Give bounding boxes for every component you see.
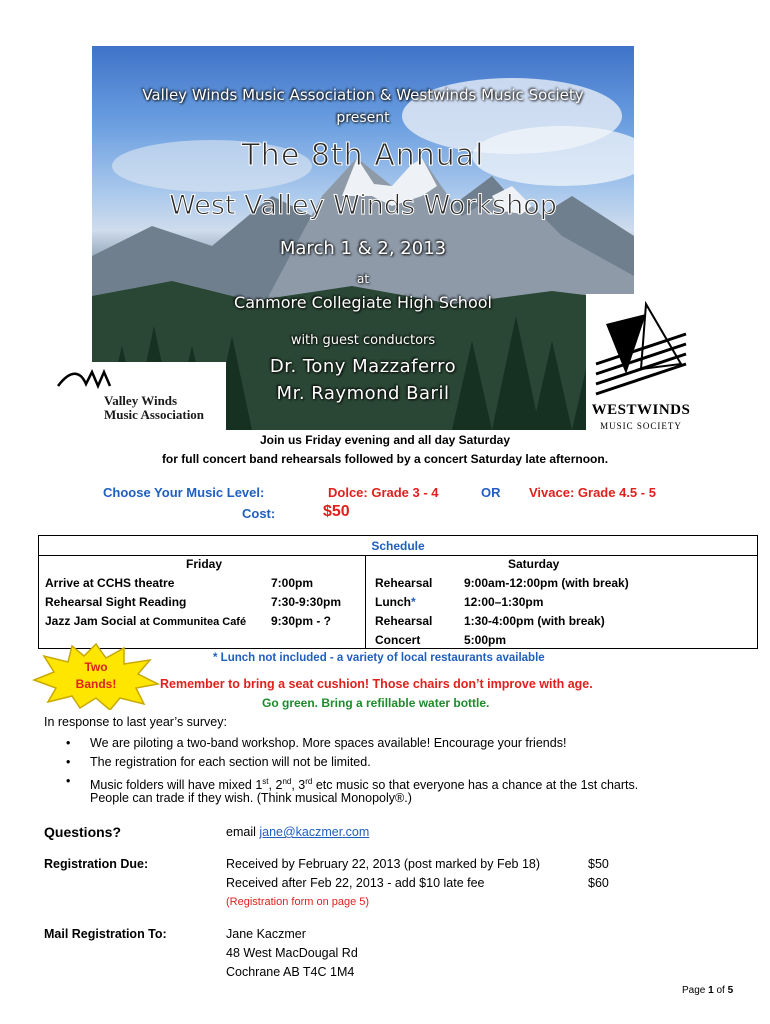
mail-street: 48 West MacDougal Rd bbox=[226, 946, 358, 960]
cushion-reminder: Remember to bring a seat cushion! Those chairs don’t improve with age. bbox=[160, 677, 593, 691]
friday-time-2: 7:30-9:30pm bbox=[271, 595, 342, 609]
valley-winds-logo bbox=[54, 362, 226, 430]
present-text: present bbox=[336, 110, 390, 126]
sailboat-icon bbox=[586, 294, 696, 402]
guest-conductors-label: with guest conductors bbox=[290, 333, 436, 348]
registration-price-1: $50 bbox=[588, 857, 609, 871]
friday-event-3-name: Jazz Jam Social bbox=[45, 614, 137, 628]
westwinds-name: WESTWINDS bbox=[591, 402, 691, 418]
burst-line-2: Bands! bbox=[75, 677, 117, 691]
registration-label: Registration Due: bbox=[44, 857, 149, 871]
westwinds-logo bbox=[586, 294, 696, 442]
conductor-1: Dr. Tony Mazzaferro bbox=[269, 356, 457, 377]
westwinds-sub: MUSIC SOCIETY bbox=[600, 421, 682, 431]
cost-label: Cost: bbox=[242, 506, 276, 521]
survey-bullet-1: • We are piloting a two-band workshop. More spaces available! Encourage your friends! bbox=[66, 734, 638, 753]
questions-contact bbox=[226, 825, 369, 839]
presenting-orgs: Valley Winds Music Association & Westwinds Music Society bbox=[142, 86, 584, 104]
at-text: at bbox=[356, 272, 370, 286]
friday-event-3 bbox=[45, 614, 246, 628]
saturday-header: Saturday bbox=[508, 557, 560, 571]
survey-bullet-2: • The registration for each section will not be limited. bbox=[66, 753, 638, 772]
saturday-event-3: Rehearsal bbox=[375, 614, 433, 628]
email-link[interactable]: jane@kaczmer.com bbox=[259, 825, 370, 839]
friday-time-1: 7:00pm bbox=[271, 576, 314, 590]
survey-bullet-3-continued: People can trade if they wish. (Think musical Monopoly®.) bbox=[90, 791, 412, 805]
survey-bullet-3: • Music folders will have mixed 1st, 2nd, 3rd etc music so that everyone has a chance at the 1st charts. bbox=[66, 772, 638, 795]
schedule-title: Schedule bbox=[371, 539, 425, 553]
mail-label: Mail Registration To: bbox=[44, 927, 167, 941]
or-text: OR bbox=[481, 485, 501, 500]
two-bands-burst bbox=[32, 642, 160, 710]
saturday-time-2: 12:00–1:30pm bbox=[464, 595, 544, 609]
valley-winds-line2: Music Association bbox=[104, 407, 205, 422]
saturday-time-4: 5:00pm bbox=[464, 633, 507, 647]
email-prefix: email bbox=[226, 825, 260, 839]
venue-name: Canmore Collegiate High School bbox=[234, 293, 492, 312]
starburst-shape bbox=[32, 642, 160, 710]
intro-line-2: for full concert band rehearsals followed by a concert Saturday late afternoon. bbox=[161, 452, 609, 466]
choose-level-label: Choose Your Music Level: bbox=[103, 485, 265, 500]
registration-price-2: $60 bbox=[588, 876, 609, 890]
registration-form-note: (Registration form on page 5) bbox=[226, 896, 370, 908]
mail-city: Cochrane AB T4C 1M4 bbox=[226, 965, 355, 979]
workshop-title: West Valley Winds Workshop bbox=[169, 190, 557, 221]
friday-event-2: Rehearsal Sight Reading bbox=[45, 595, 187, 609]
survey-intro: In response to last year’s survey: bbox=[44, 715, 227, 729]
registration-line-2: Received after Feb 22, 2013 - add $10 late fee bbox=[226, 876, 485, 890]
cost-value: $50 bbox=[323, 503, 350, 520]
questions-label: Questions? bbox=[44, 824, 122, 840]
annual-title: The 8th Annual bbox=[241, 138, 485, 173]
dolce-level: Dolce: Grade 3 - 4 bbox=[328, 485, 439, 500]
intro-line-1: Join us Friday evening and all day Saturday bbox=[259, 433, 511, 447]
conductor-2: Mr. Raymond Baril bbox=[276, 383, 450, 404]
vivace-level: Vivace: Grade 4.5 - 5 bbox=[529, 485, 656, 500]
saturday-event-4: Concert bbox=[375, 633, 421, 647]
saturday-event-1: Rehearsal bbox=[375, 576, 433, 590]
saturday-event-2 bbox=[375, 595, 416, 609]
schedule-table bbox=[38, 535, 758, 649]
friday-event-3-venue: at Communitea Café bbox=[139, 616, 247, 628]
registration-line-1: Received by February 22, 2013 (post marked by Feb 18) bbox=[226, 857, 541, 871]
page-number: Page 1 of 5 bbox=[682, 985, 734, 996]
burst-line-1: Two bbox=[84, 660, 108, 674]
friday-event-1: Arrive at CCHS theatre bbox=[45, 576, 175, 590]
survey-list bbox=[66, 734, 638, 795]
saturday-time-1: 9:00am-12:00pm (with break) bbox=[464, 576, 629, 590]
valley-winds-line1: Valley Winds bbox=[104, 393, 178, 408]
green-reminder: Go green. Bring a refillable water bottle. bbox=[262, 696, 490, 710]
friday-time-3: 9:30pm - ? bbox=[271, 614, 332, 628]
saturday-event-2-name: Lunch bbox=[375, 595, 411, 609]
lunch-note: * Lunch not included - a variety of local restaurants available bbox=[213, 652, 545, 664]
friday-header: Friday bbox=[186, 557, 223, 571]
mail-name: Jane Kaczmer bbox=[226, 927, 306, 941]
saturday-time-3: 1:30-4:00pm (with break) bbox=[464, 614, 605, 628]
lunch-asterisk: * bbox=[411, 595, 416, 609]
event-date: March 1 & 2, 2013 bbox=[279, 238, 447, 259]
